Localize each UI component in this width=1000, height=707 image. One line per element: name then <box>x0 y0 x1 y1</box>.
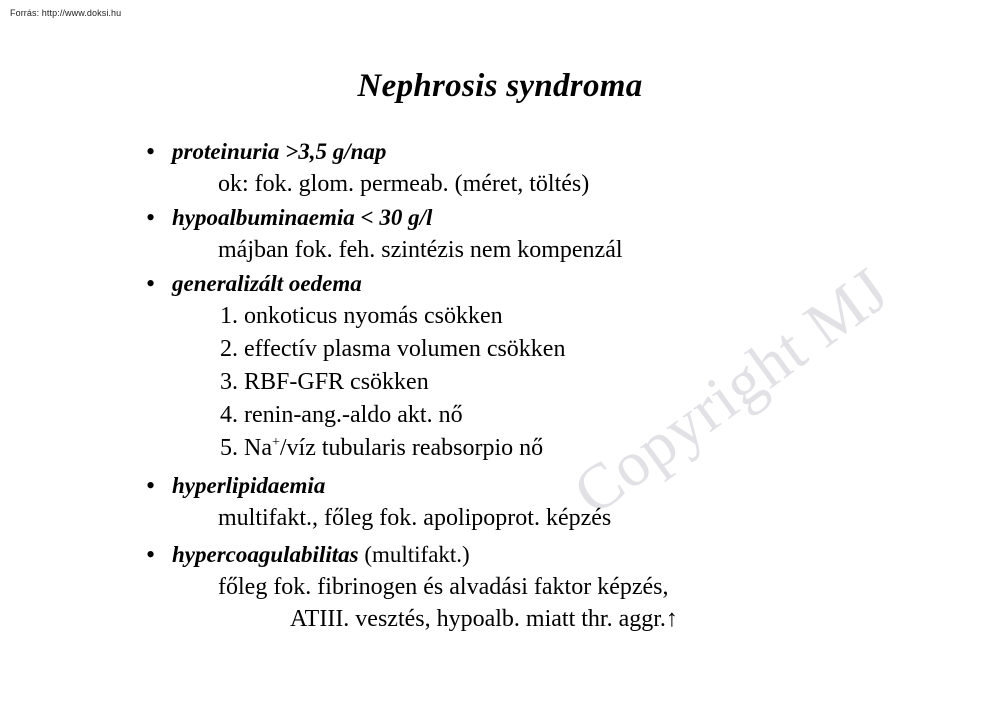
detail-text: főleg fok. fibrinogen és alvadási faktor képzés, <box>218 574 669 600</box>
numbered-text: 1. onkoticus nyomás csökken <box>220 303 503 329</box>
list-item <box>0 136 1000 168</box>
detail-text: ATIII. vesztés, hypoalb. miatt thr. aggr.↑ <box>290 606 678 632</box>
numbered-item <box>0 300 1000 333</box>
bullet-icon: • <box>146 471 156 500</box>
numbered-text <box>220 432 543 465</box>
list-item-heading: generalizált oedema <box>172 271 362 296</box>
list-item-detail <box>0 502 1000 534</box>
list-item-detail <box>0 234 1000 266</box>
numbered-text: 2. effectív plasma volumen csökken <box>220 336 566 362</box>
numbered-item <box>0 333 1000 366</box>
bullet-icon: • <box>146 203 156 232</box>
bullet-icon: • <box>146 137 156 166</box>
superscript-plus: + <box>271 435 280 450</box>
list-item-detail <box>0 571 1000 603</box>
list-item <box>0 202 1000 234</box>
list-item-heading: hypoalbuminaemia < 30 g/l <box>172 205 433 230</box>
list-item-heading <box>172 539 470 571</box>
numbered-item <box>0 366 1000 399</box>
sodium-prefix: 5. Na <box>220 435 272 461</box>
list-item <box>0 470 1000 502</box>
detail-text: májban fok. feh. szintézis nem kompenzál <box>218 237 623 263</box>
heading-emphasis: hypercoagulabilitas <box>172 542 359 567</box>
bullet-icon: • <box>146 540 156 569</box>
list-item-heading: hyperlipidaemia <box>172 473 326 498</box>
list-item <box>0 539 1000 571</box>
bullet-list <box>0 136 1000 635</box>
numbered-text: 4. renin-ang.-aldo akt. nő <box>220 402 463 428</box>
heading-qualifier: (multifakt.) <box>358 542 470 567</box>
list-item-detail <box>0 603 1000 635</box>
numbered-item <box>0 399 1000 432</box>
copyright-watermark: Copyright MJ <box>560 253 902 529</box>
sodium-suffix: /víz tubularis reabsorpio nő <box>279 435 544 461</box>
page-title: Nephrosis syndroma <box>357 68 643 104</box>
bullet-icon: • <box>146 269 156 298</box>
list-item <box>0 268 1000 300</box>
source-banner: Forrás: http://www.doksi.hu <box>10 8 122 18</box>
numbered-item-sodium <box>0 432 1000 465</box>
list-item-heading: proteinuria >3,5 g/nap <box>172 139 387 164</box>
numbered-text: 3. RBF-GFR csökken <box>220 369 429 395</box>
list-item-detail <box>0 168 1000 200</box>
detail-text: multifakt., főleg fok. apolipoprot. képzés <box>218 505 612 531</box>
detail-text: ok: fok. glom. permeab. (méret, töltés) <box>218 171 590 197</box>
